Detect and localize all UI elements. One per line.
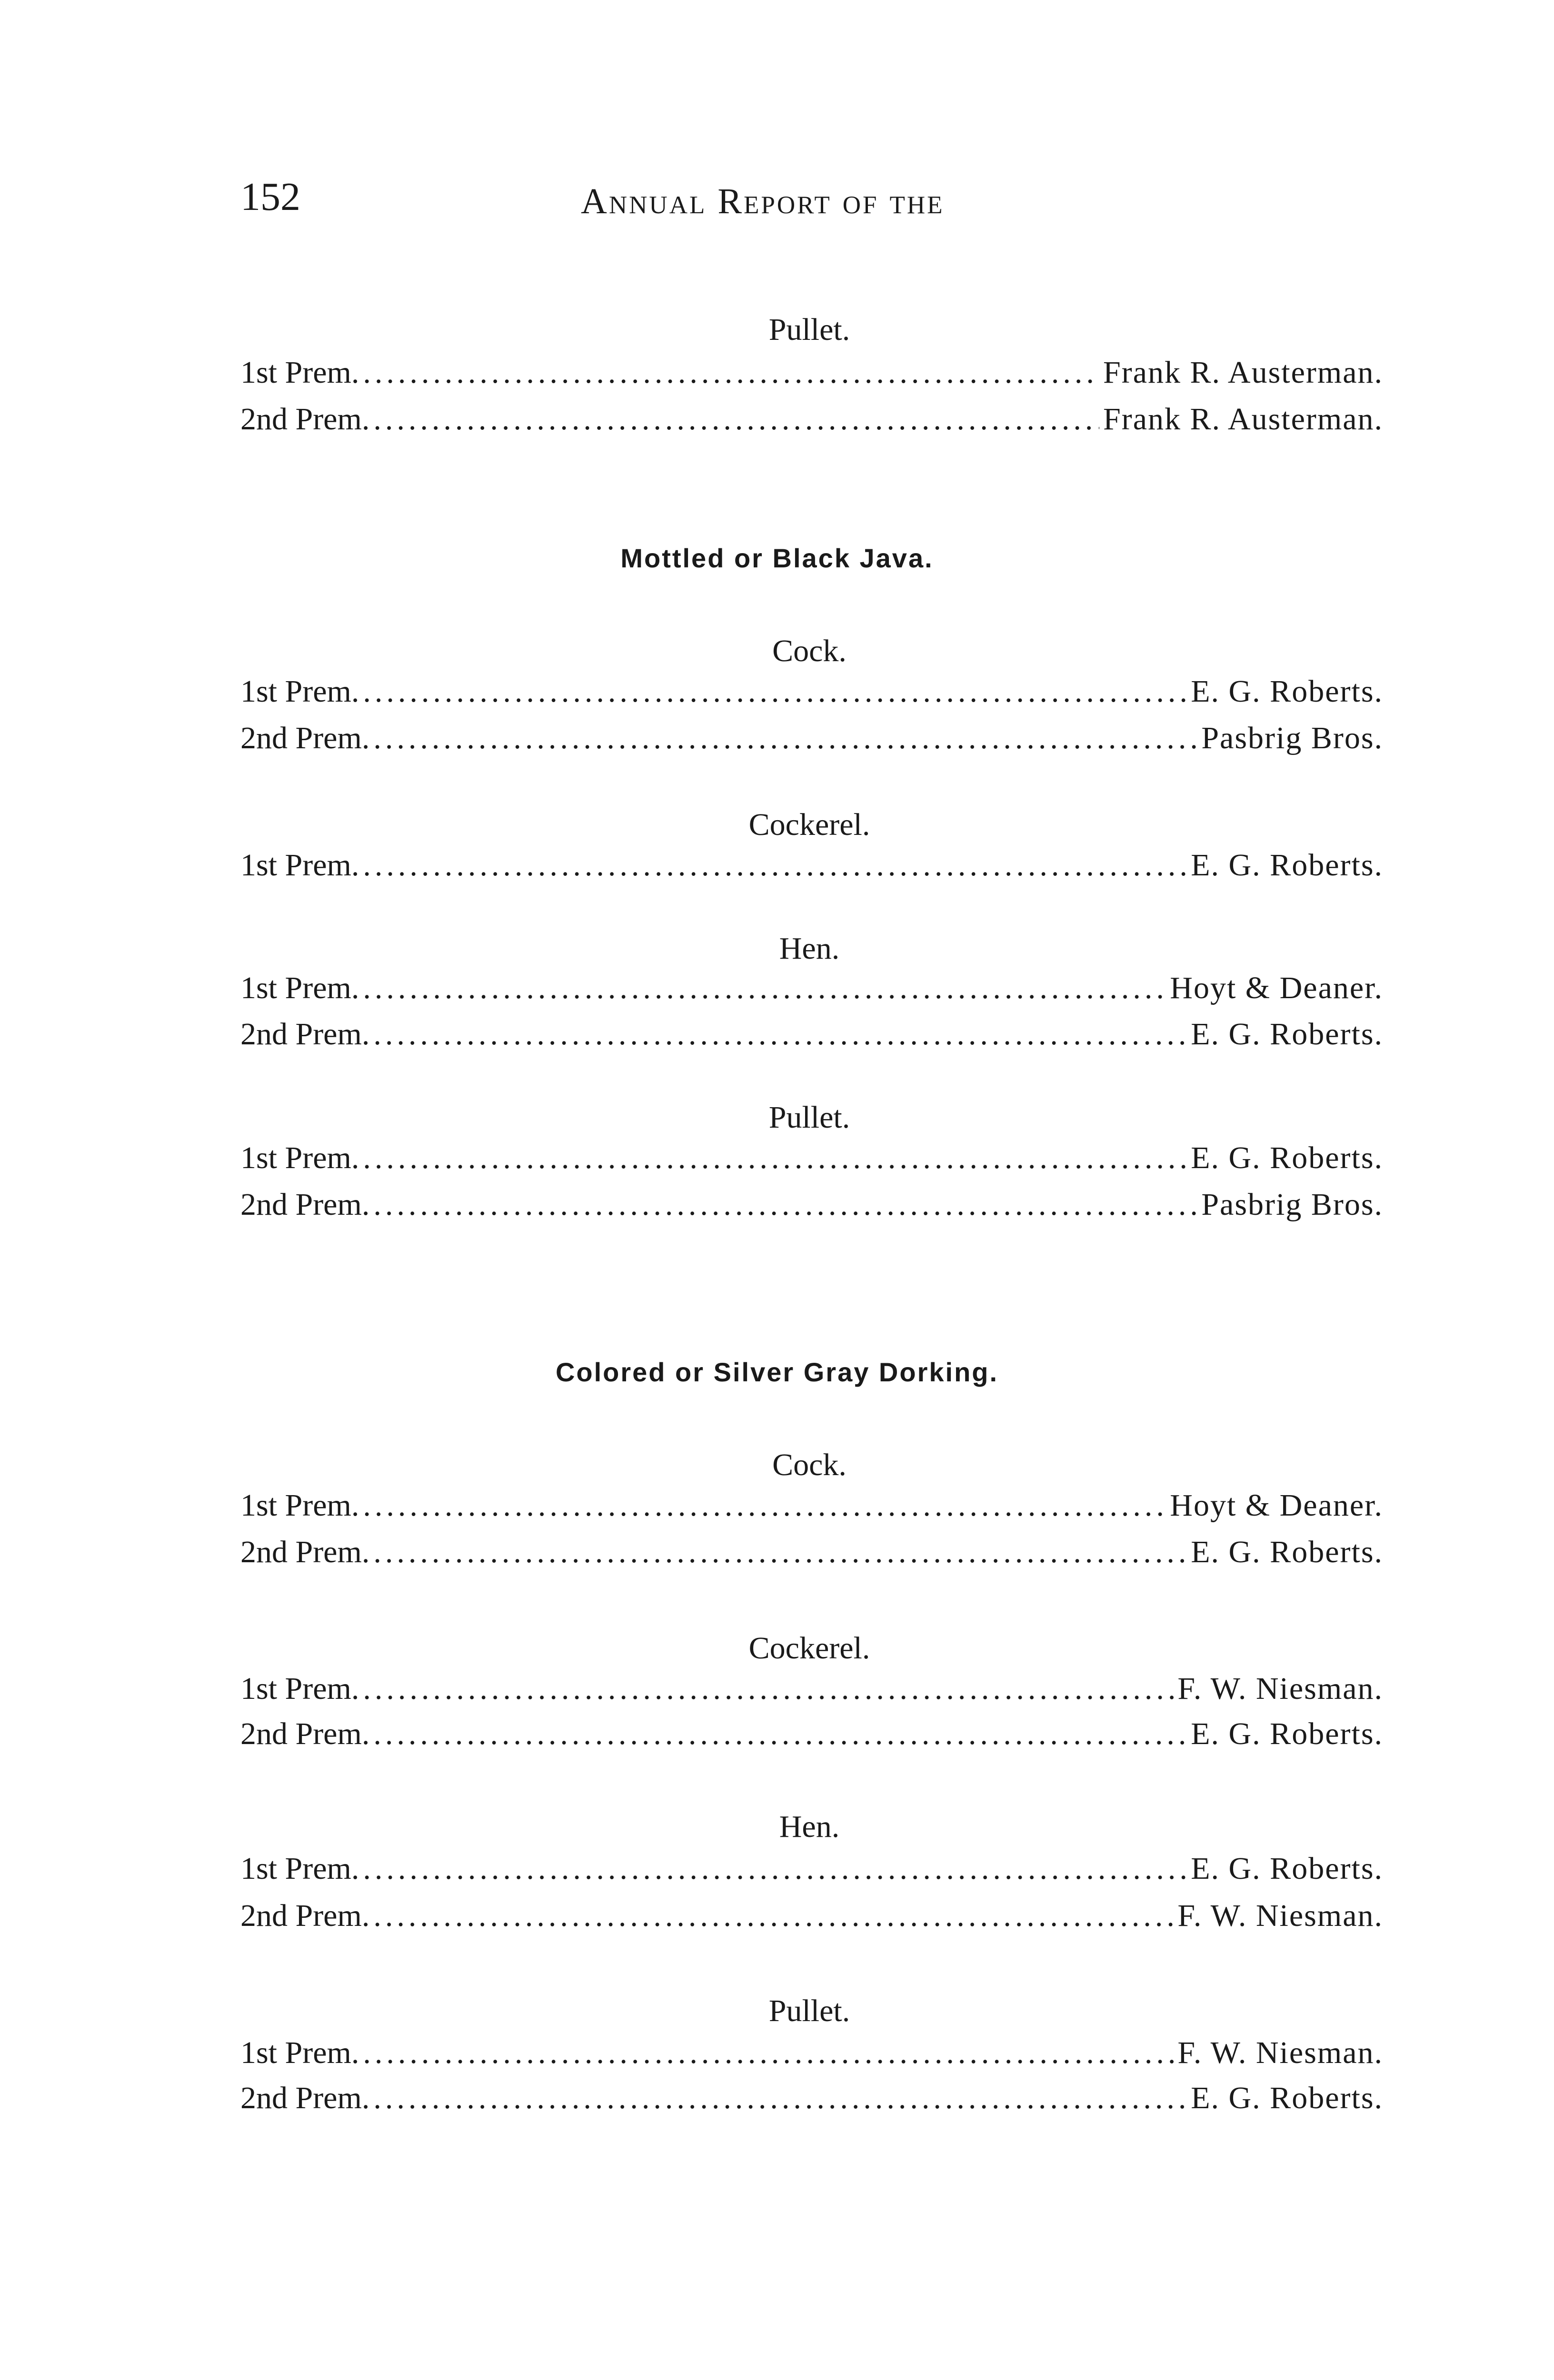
premium-rank: 2nd Prem. (240, 1898, 370, 1933)
winner-name: E. G. Roberts. (1191, 1851, 1383, 1886)
premium-rank: 2nd Prem. (240, 1535, 370, 1569)
premium-rank: 1st Prem. (240, 2035, 359, 2070)
cockerel-subhead: Cockerel. (748, 807, 870, 842)
dot-leader (363, 1142, 1187, 1174)
winner-name: Pasbrig Bros. (1201, 721, 1383, 755)
pullet-subhead: Pullet. (768, 1100, 850, 1135)
winner-name: E. G. Roberts. (1191, 1017, 1383, 1051)
award-row (240, 1142, 1383, 1185)
premium-rank: 1st Prem. (240, 674, 359, 709)
dot-leader (373, 723, 1197, 754)
cock-subhead: Cock. (772, 1448, 847, 1482)
dot-leader (363, 1490, 1166, 1521)
award-row (240, 850, 1383, 892)
premium-rank: 2nd Prem. (240, 1017, 370, 1051)
dot-leader (363, 1673, 1174, 1705)
award-row (240, 1718, 1383, 1761)
winner-name: Frank R. Austerman. (1103, 402, 1383, 436)
dot-leader (363, 2037, 1174, 2069)
award-row (240, 723, 1383, 765)
award-row (240, 972, 1383, 1015)
dot-leader (363, 972, 1166, 1004)
pullet-subhead: Pullet. (768, 1993, 850, 2028)
dot-leader (373, 1537, 1187, 1568)
premium-rank: 2nd Prem. (240, 402, 370, 436)
award-row (240, 1853, 1383, 1896)
premium-rank: 1st Prem. (240, 1140, 359, 1175)
award-row (240, 1900, 1383, 1943)
premium-rank: 1st Prem. (240, 1671, 359, 1706)
award-row (240, 2037, 1383, 2080)
winner-name: Pasbrig Bros. (1201, 1187, 1383, 1222)
winner-name: F. W. Niesman. (1177, 1671, 1383, 1706)
section-title: Colored or Silver Gray Dorking. (555, 1357, 999, 1387)
winner-name: E. G. Roberts. (1191, 1140, 1383, 1175)
running-head: Annual Report of the (581, 181, 945, 221)
premium-rank: 1st Prem. (240, 1488, 359, 1523)
winner-name: E. G. Roberts. (1191, 2081, 1383, 2115)
award-row (240, 1189, 1383, 1232)
winner-name: Hoyt & Deaner. (1170, 971, 1383, 1005)
dot-leader (373, 404, 1099, 435)
award-row (240, 1019, 1383, 1061)
winner-name: Hoyt & Deaner. (1170, 1488, 1383, 1523)
premium-rank: 1st Prem. (240, 355, 359, 390)
award-row (240, 1490, 1383, 1533)
winner-name: Frank R. Austerman. (1103, 355, 1383, 390)
page-number: 152 (240, 175, 300, 219)
premium-rank: 2nd Prem. (240, 1716, 370, 1751)
dot-leader (373, 1900, 1174, 1932)
winner-name: E. G. Roberts. (1191, 848, 1383, 883)
dot-leader (363, 357, 1099, 388)
premium-rank: 1st Prem. (240, 971, 359, 1005)
premium-rank: 2nd Prem. (240, 1187, 370, 1222)
award-row (240, 1537, 1383, 1579)
dot-leader (363, 676, 1187, 707)
section-title: Mottled or Black Java. (620, 543, 934, 573)
winner-name: E. G. Roberts. (1191, 674, 1383, 709)
dot-leader (373, 2082, 1187, 2114)
winner-name: F. W. Niesman. (1177, 2035, 1383, 2070)
cock-subhead: Cock. (772, 634, 847, 668)
dot-leader (373, 1189, 1197, 1220)
hen-subhead: Hen. (779, 931, 840, 966)
winner-name: F. W. Niesman. (1177, 1898, 1383, 1933)
winner-name: E. G. Roberts. (1191, 1716, 1383, 1751)
award-row (240, 676, 1383, 719)
premium-rank: 1st Prem. (240, 848, 359, 883)
award-row (240, 1673, 1383, 1716)
cockerel-subhead: Cockerel. (748, 1631, 870, 1666)
winner-name: E. G. Roberts. (1191, 1535, 1383, 1569)
award-row (240, 2082, 1383, 2125)
premium-rank: 1st Prem. (240, 1851, 359, 1886)
dot-leader (373, 1019, 1187, 1050)
dot-leader (363, 850, 1187, 881)
award-row (240, 404, 1383, 446)
pullet-subhead: Pullet. (768, 312, 850, 347)
dot-leader (363, 1853, 1187, 1884)
dot-leader (373, 1718, 1187, 1750)
premium-rank: 2nd Prem. (240, 721, 370, 755)
award-row (240, 357, 1383, 400)
premium-rank: 2nd Prem. (240, 2081, 370, 2115)
hen-subhead: Hen. (779, 1809, 840, 1844)
